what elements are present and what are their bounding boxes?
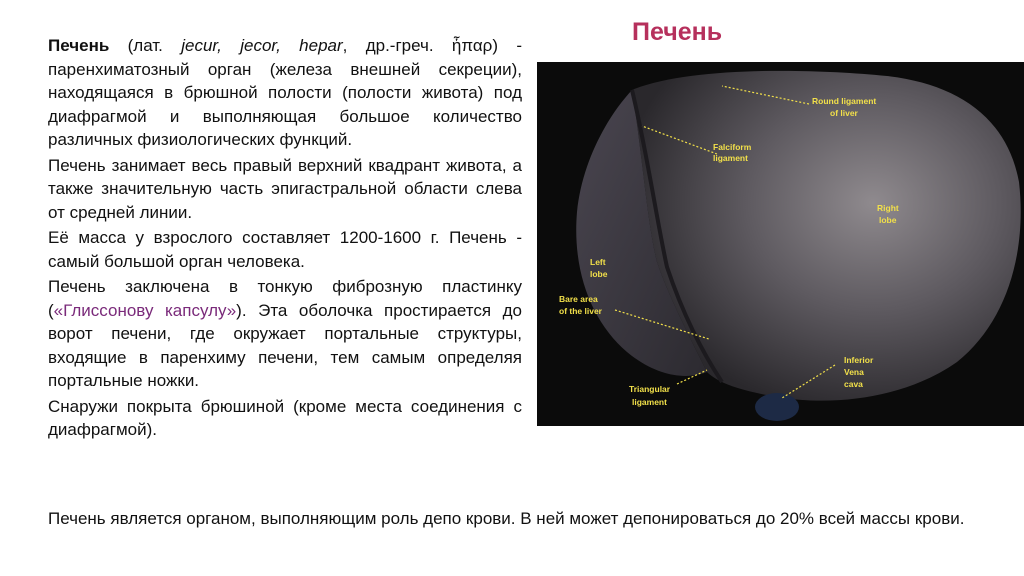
paragraph-location: Печень занимает весь правый верхний квадрант живота, а также значительную часть эпигастральной области слева от средней линии. <box>48 155 522 222</box>
label-falciform-1: Falciform <box>713 142 752 152</box>
glisson-capsule-link[interactable]: «Глиссонову капсулу» <box>53 300 237 320</box>
label-round-ligament-2: of liver <box>830 108 858 118</box>
paragraph-mass: Её масса у взрослого составляет 1200-1600 г. Печень - самый большой орган человека. <box>48 228 522 271</box>
latin-open: (лат. <box>109 36 182 55</box>
label-inferior-1: Inferior <box>844 355 874 365</box>
inferior-vena-cava-shape <box>755 393 799 421</box>
paragraph-capsule <box>48 275 522 393</box>
bottom-paragraph: Печень является органом, выполняющим роль депо крови. В ней может депонироваться до 20% всей массы крови. <box>48 509 965 528</box>
capsule-after: ). Эта оболочка простирается до ворот печени, где окружает портальные структуры, входящие в паренхиму печени, тем самым определяя портальные ножки. <box>48 300 522 390</box>
liver-illustration <box>537 62 1024 426</box>
liver-photo <box>537 62 1024 426</box>
label-right-lobe-2: lobe <box>879 215 897 225</box>
paragraph-peritoneum: Снаружи покрыта брюшиной (кроме места соединения с диафрагмой). <box>48 396 522 439</box>
term-liver: Печень <box>48 36 110 55</box>
label-right-lobe-1: Right <box>877 203 899 213</box>
latin-names: jecur, jecor, hepar <box>181 36 343 55</box>
paragraph-definition <box>48 34 522 152</box>
label-inferior-3: cava <box>844 379 863 389</box>
label-bare-area-2: of the liver <box>559 306 602 316</box>
label-round-ligament-1: Round ligament <box>812 96 877 106</box>
label-bare-area-1: Bare area <box>559 294 598 304</box>
label-triangular-2: ligament <box>632 397 667 407</box>
slide-title: Печень <box>632 18 723 46</box>
label-left-lobe-2: lobe <box>590 269 608 279</box>
label-inferior-2: Vena <box>844 367 864 377</box>
definition-rest: , др.-греч. ἧπαρ) - паренхиматозный орган (железа внешней секреции), находящаяся в брюшной полости (полости живота) под диафрагмой и выполняющая большое количество различных физиологических функций. <box>48 36 523 149</box>
label-falciform-2: ligament <box>713 153 748 163</box>
label-left-lobe-1: Left <box>590 257 606 267</box>
label-triangular-1: Triangular <box>629 384 671 394</box>
capsule-before: Печень заключена в тонкую фиброзную пластинку ( <box>48 277 522 320</box>
main-text-column <box>48 34 522 444</box>
